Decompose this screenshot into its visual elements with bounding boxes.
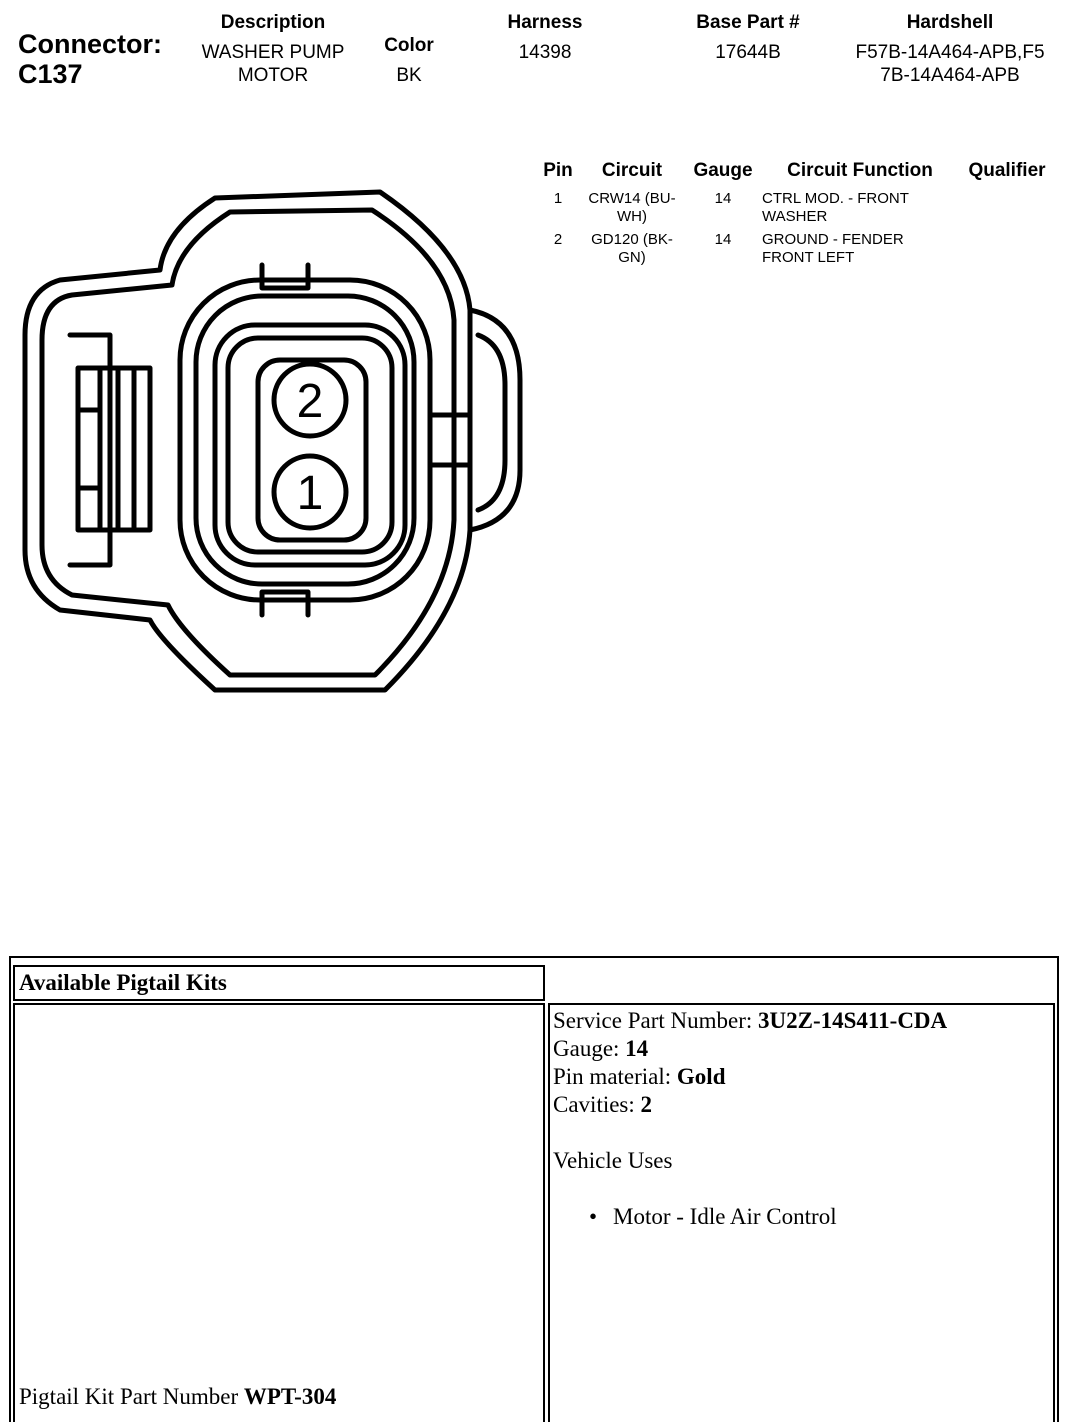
pigtail-kit-part-number xyxy=(19,1383,336,1411)
pin-1-label: 1 xyxy=(296,467,324,520)
description-value: WASHER PUMP MOTOR xyxy=(201,42,345,86)
cell-circuit: GD120 (BK-GN) xyxy=(591,231,673,266)
cell-function: CTRL MOD. - FRONT WASHER xyxy=(762,190,909,225)
kit-part-label: Pigtail Kit Part Number xyxy=(19,1384,239,1409)
pigtail-heading: Available Pigtail Kits xyxy=(19,970,227,995)
cavities-label: Cavities: xyxy=(553,1092,635,1117)
key-bottom xyxy=(262,592,308,615)
list-item: • Motor - Idle Air Control xyxy=(553,1203,1050,1231)
harness-value: 14398 xyxy=(518,42,572,63)
service-part-value: 3U2Z-14S411-CDA xyxy=(758,1008,948,1033)
color-value: BK xyxy=(396,65,422,86)
cell-pin: 1 xyxy=(553,190,563,207)
hardshell-label: Hardshell xyxy=(906,12,994,33)
base-part-value: 17644B xyxy=(715,42,781,63)
gauge-label: Gauge: xyxy=(553,1036,620,1061)
table-row xyxy=(530,190,1060,230)
cell-circuit: CRW14 (BU-WH) xyxy=(588,190,676,225)
vehicle-uses-list xyxy=(553,1203,1050,1231)
latch-bump-inner xyxy=(478,335,505,510)
col-pin: Pin xyxy=(543,160,573,181)
kit-part-value: WPT-304 xyxy=(243,1384,337,1409)
col-gauge: Gauge xyxy=(693,160,753,181)
cell-function: GROUND - FENDER FRONT LEFT xyxy=(762,231,904,266)
cell-gauge: 14 xyxy=(714,190,732,207)
cell-pin: 2 xyxy=(553,231,563,248)
connector-label: Connector: xyxy=(18,29,162,59)
pin-2-label: 2 xyxy=(296,375,324,428)
pigtail-details-cell xyxy=(548,1003,1055,1422)
vehicle-uses-label: Vehicle Uses xyxy=(553,1148,673,1173)
connector-title xyxy=(18,29,162,89)
base-part-label: Base Part # xyxy=(696,12,800,33)
pigtail-heading-cell xyxy=(13,965,545,1001)
pin-material-line xyxy=(553,1063,1050,1091)
lock-tab-ridge-1 xyxy=(78,368,150,530)
col-circuit: Circuit xyxy=(601,160,663,181)
cavities-line xyxy=(553,1091,1050,1119)
cavities-value: 2 xyxy=(640,1092,653,1117)
key-top xyxy=(262,265,308,288)
pigtail-image-cell xyxy=(13,1003,545,1422)
color-label: Color xyxy=(384,35,434,56)
service-part-label: Service Part Number: xyxy=(553,1008,753,1033)
gauge-line xyxy=(553,1035,1050,1063)
pin-material-value: Gold xyxy=(676,1064,726,1089)
description-label: Description xyxy=(220,12,326,33)
pin-material-label: Pin material: xyxy=(553,1064,672,1089)
col-circuit-function: Circuit Function xyxy=(787,160,933,181)
connector-id: C137 xyxy=(18,59,83,89)
table-row xyxy=(530,231,1060,271)
harness-label: Harness xyxy=(507,12,583,33)
col-qualifier: Qualifier xyxy=(968,160,1046,181)
connector-face-diagram xyxy=(0,170,540,710)
cell-gauge: 14 xyxy=(714,231,732,248)
service-part-line xyxy=(553,1007,1050,1035)
key-right xyxy=(430,415,470,465)
hardshell-value: F57B-14A464-APB,F57B-14A464-APB xyxy=(855,42,1045,86)
gauge-value: 14 xyxy=(625,1036,649,1061)
